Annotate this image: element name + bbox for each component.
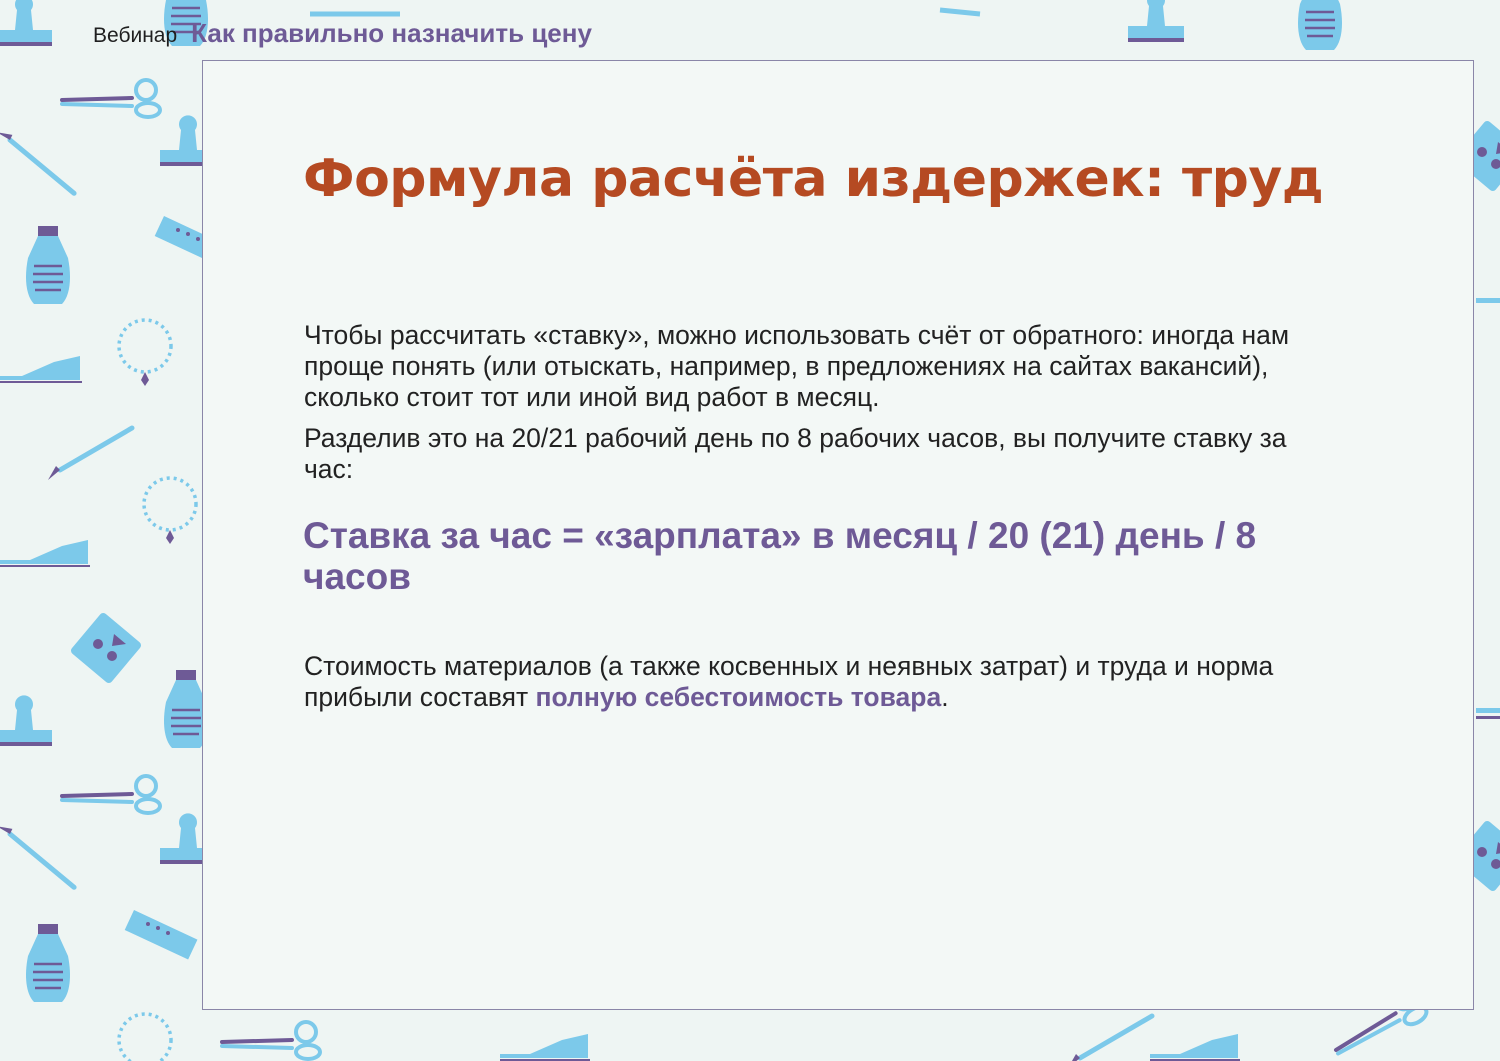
bead-necklace-icon	[119, 320, 171, 386]
brush-icon	[0, 808, 74, 905]
vase-icon	[26, 924, 70, 1002]
shoe-icon	[500, 1034, 590, 1060]
webinar-label: Вебинар	[93, 24, 178, 47]
stamp-icon	[0, 695, 52, 746]
brush-icon	[1068, 1016, 1152, 1061]
stamp-icon	[1128, 0, 1184, 42]
shoe-icon	[0, 540, 90, 566]
webinar-title: Как правильно назначить цену	[191, 18, 592, 48]
paragraph-full-cost-text: Стоимость материалов (а также косвенных и неявных затрат) и труда и норма прибыли составят	[304, 651, 1274, 712]
ink-pad-icon	[69, 611, 142, 684]
paragraph-hourly-rate: Разделив это на 20/21 рабочий день по 8 рабочих часов, вы получите ставку за час:	[304, 423, 1287, 484]
ruler-icon	[125, 910, 198, 960]
brush-icon	[0, 114, 74, 211]
slide-card	[202, 60, 1474, 1010]
bead-necklace-icon	[119, 1014, 171, 1061]
slide-title: Формула расчёта издержек: труд	[303, 149, 1324, 209]
brush-icon	[48, 428, 132, 480]
paragraph-full-cost-end: .	[941, 682, 949, 712]
hourly-rate-formula: Ставка за час = «зарплата» в месяц / 20 (21) день / 8 часов	[303, 515, 1257, 597]
full-cost-highlight: полную себестоимость товара	[535, 682, 942, 712]
stamp-icon	[0, 0, 52, 46]
webinar-header	[93, 18, 592, 49]
vase-icon	[1298, 0, 1342, 50]
vase-icon	[26, 226, 70, 304]
bead-necklace-icon	[144, 478, 196, 544]
scissors-icon	[222, 1022, 320, 1059]
paragraph-full-cost	[304, 651, 1304, 713]
shoe-icon	[1150, 1034, 1240, 1060]
paragraph-reverse-calculation: Чтобы рассчитать «ставку», можно использовать счёт от обратного: иногда нам проще понять (или отыскать, например, в предложениях на сайтах вакансий), сколько стоит тот или иной вид работ в месяц.	[304, 320, 1290, 412]
scissors-icon	[62, 80, 160, 117]
scissors-icon	[62, 776, 160, 813]
shoe-icon	[0, 356, 82, 382]
